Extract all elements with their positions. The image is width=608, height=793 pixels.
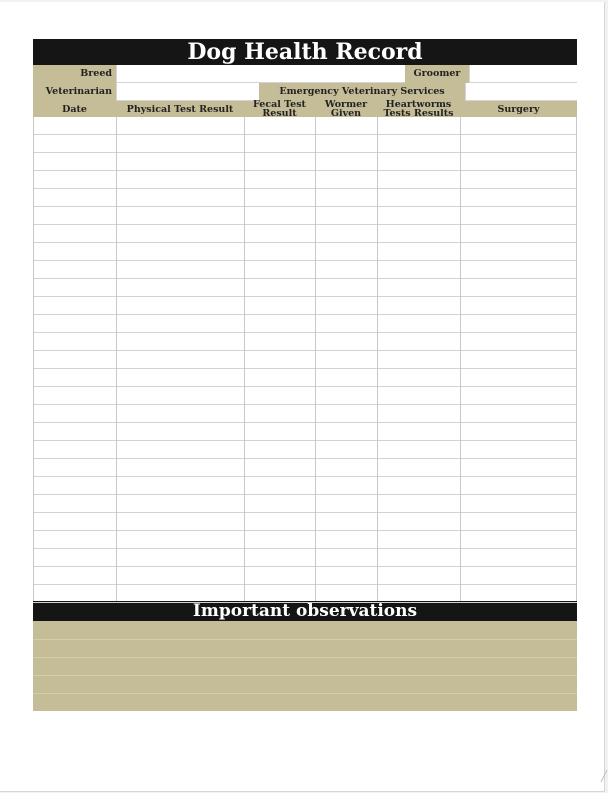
column-header-wormer-line1: Wormer	[324, 99, 368, 110]
grid-line	[116, 117, 117, 601]
breed-label: Breed	[33, 65, 116, 83]
table-row[interactable]	[33, 459, 577, 477]
emergency-services-field[interactable]	[465, 83, 577, 101]
grid-line	[244, 117, 245, 601]
table-row[interactable]	[33, 333, 577, 351]
column-header-fecal-test	[244, 101, 315, 117]
veterinarian-label: Veterinarian	[33, 83, 116, 101]
table-row[interactable]	[33, 513, 577, 531]
column-header-fecal-test-line1: Fecal Test	[253, 99, 306, 110]
info-row-breed	[33, 65, 577, 83]
column-header-surgery	[460, 101, 577, 117]
observations-area[interactable]	[33, 621, 577, 711]
column-header-wormer	[315, 101, 377, 117]
table-row[interactable]	[33, 189, 577, 207]
table-row[interactable]	[33, 225, 577, 243]
table-row[interactable]	[33, 495, 577, 513]
observation-line	[33, 657, 577, 658]
grid-line	[576, 117, 577, 601]
observations-title: Important observations	[33, 601, 577, 621]
groomer-label: Groomer	[405, 65, 469, 83]
table-row[interactable]	[33, 387, 577, 405]
table-row[interactable]	[33, 117, 577, 135]
grid-line	[315, 117, 316, 601]
breed-field[interactable]	[116, 65, 405, 83]
table-row[interactable]	[33, 135, 577, 153]
table-row[interactable]	[33, 441, 577, 459]
table-row[interactable]	[33, 315, 577, 333]
document-title: Dog Health Record	[33, 39, 577, 65]
table-row[interactable]	[33, 243, 577, 261]
column-header-wormer-line2: Given	[330, 108, 362, 119]
table-row[interactable]	[33, 153, 577, 171]
table-row[interactable]	[33, 279, 577, 297]
emergency-services-label: Emergency Veterinary Services	[259, 83, 465, 101]
grid-line	[460, 117, 461, 601]
table-row[interactable]	[33, 261, 577, 279]
table-row[interactable]	[33, 351, 577, 369]
observation-line	[33, 693, 577, 694]
health-record-sheet	[33, 39, 577, 711]
table-row[interactable]	[33, 567, 577, 585]
table-row[interactable]	[33, 477, 577, 495]
table-row[interactable]	[33, 171, 577, 189]
table-row[interactable]	[33, 423, 577, 441]
column-header-physical-test-label: Physical Test Result	[126, 103, 234, 115]
column-header-heartworms-line1: Heartworms	[385, 99, 452, 110]
record-table-body	[33, 117, 577, 601]
table-row[interactable]	[33, 531, 577, 549]
table-row[interactable]	[33, 207, 577, 225]
veterinarian-field[interactable]	[116, 83, 259, 101]
column-header-surgery-label: Surgery	[497, 103, 540, 115]
table-row[interactable]	[33, 585, 577, 603]
table-row[interactable]	[33, 297, 577, 315]
column-header-fecal-test-line2: Result	[262, 108, 297, 119]
column-header-physical-test	[116, 101, 244, 117]
column-header-heartworms-line2: Tests Results	[383, 108, 454, 119]
column-header-date	[33, 101, 116, 117]
table-header	[33, 101, 577, 117]
grid-line	[377, 117, 378, 601]
table-row[interactable]	[33, 405, 577, 423]
observation-line	[33, 675, 577, 676]
groomer-field[interactable]	[469, 65, 577, 83]
table-row[interactable]	[33, 549, 577, 567]
table-row[interactable]	[33, 369, 577, 387]
page-corner-mark-icon	[600, 769, 608, 783]
column-header-date-label: Date	[62, 103, 87, 115]
page	[0, 2, 605, 792]
column-header-heartworms	[377, 101, 460, 117]
observation-line	[33, 639, 577, 640]
grid-line	[33, 117, 34, 601]
